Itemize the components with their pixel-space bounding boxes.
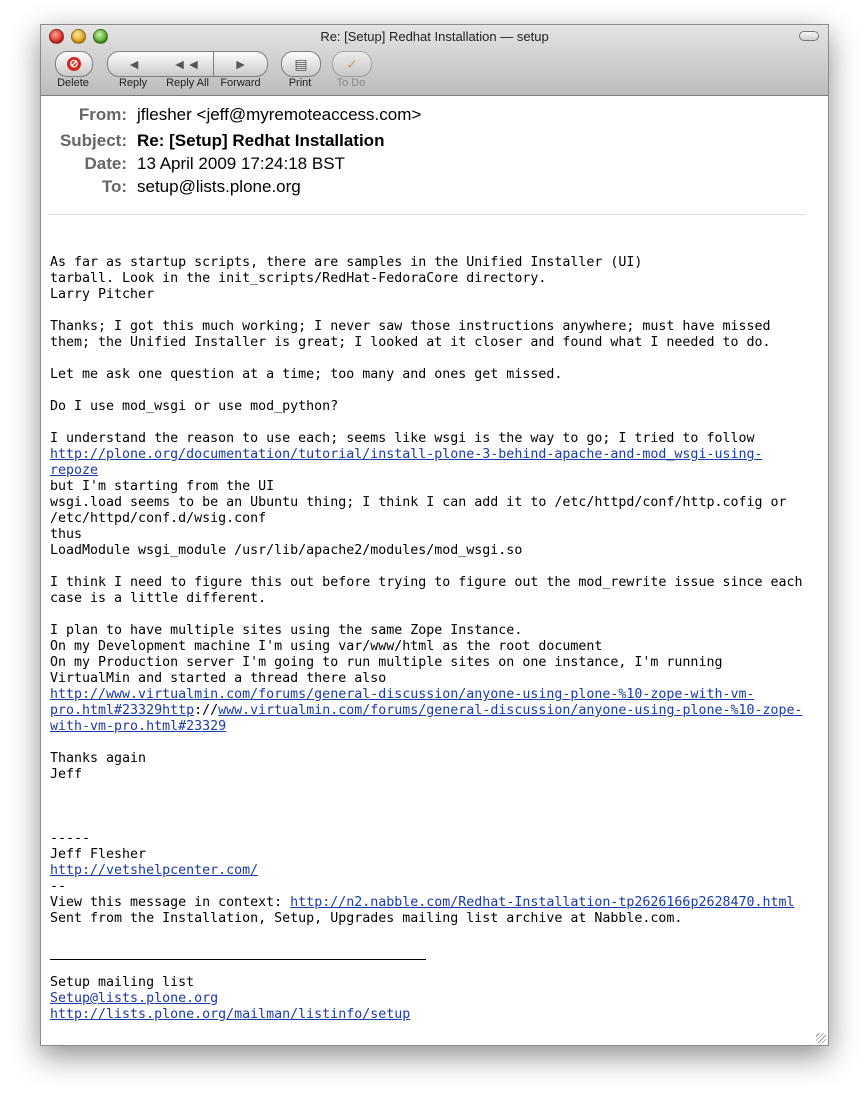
- body-line: Jeff Flesher: [50, 847, 147, 862]
- from-value-row: [41, 105, 741, 127]
- body-line: VirtualMin and started a thread there also: [50, 671, 387, 686]
- print-label: Print: [288, 77, 312, 89]
- body-line: -----: [50, 831, 91, 846]
- link-line: [50, 447, 818, 463]
- blank-line: [50, 351, 818, 367]
- link-line: [50, 719, 818, 735]
- signature-rule: [50, 959, 426, 960]
- date-value: 13 April 2009 17:24:18 BST: [137, 154, 345, 173]
- link-line: [50, 1007, 818, 1023]
- reply-button[interactable]: [107, 51, 161, 77]
- checkmark-icon: ✓: [346, 55, 358, 72]
- subject-label: Subject:: [59, 131, 127, 150]
- blank-line: [50, 303, 818, 319]
- body-line: /etc/httpd/conf.d/wsig.conf: [50, 511, 267, 526]
- body-line: I plan to have multiple sites using the same Zope Instance.: [50, 623, 523, 638]
- virtualmin-link-2[interactable]: www.virtualmin.com/forums/general-discussion/anyone-using-plone-%10-zope-: [218, 703, 803, 718]
- from-label: From:: [78, 105, 127, 124]
- body-line: I understand the reason to use each; seems like wsgi is the way to go; I tried to follow: [50, 431, 755, 446]
- blank-line: [50, 799, 818, 815]
- reply-all-button[interactable]: [160, 51, 214, 77]
- nabble-context-link[interactable]: http://n2.nabble.com/Redhat-Installation-tp2626166p2628470.html: [290, 895, 795, 910]
- forward-arrow-icon: ►: [233, 56, 248, 72]
- body-line: Thanks again: [50, 751, 147, 766]
- forward-button[interactable]: [214, 51, 268, 77]
- date-value-row: [41, 154, 741, 176]
- subject-value-row: [41, 131, 741, 153]
- subject-value: Re: [Setup] Redhat Installation: [137, 131, 385, 150]
- mail-window: [40, 24, 829, 1046]
- delete-label: Delete: [57, 77, 89, 89]
- todo-button[interactable]: [332, 51, 372, 77]
- body-line: --: [50, 879, 67, 894]
- body-line: Setup mailing list: [50, 975, 195, 990]
- date-label: Date:: [84, 154, 127, 173]
- blank-line: [50, 415, 818, 431]
- to-value-row: [41, 177, 741, 199]
- printer-icon: ▤: [294, 55, 308, 72]
- header-divider: [49, 214, 806, 215]
- blank-line: [50, 927, 818, 943]
- body-line: Jeff: [50, 767, 83, 782]
- delete-icon: ⊘: [67, 57, 81, 71]
- blank-line: [50, 943, 818, 959]
- link-line: [50, 703, 818, 719]
- body-line: Let me ask one question at a time; too many and ones get missed.: [50, 367, 563, 382]
- to-label: To:: [101, 177, 127, 196]
- todo-label: To Do: [336, 77, 366, 89]
- forward-label: Forward: [220, 77, 261, 89]
- delete-button[interactable]: [55, 51, 93, 77]
- blank-line: [50, 783, 818, 799]
- body-line: Larry Pitcher: [50, 287, 155, 302]
- virtualmin-link-2-cont[interactable]: with-vm-pro.html#23329: [50, 719, 227, 734]
- blank-line: [50, 383, 818, 399]
- message-body: [50, 255, 818, 1023]
- body-line: tarball. Look in the init_scripts/RedHat-FedoraCore directory.: [50, 271, 547, 286]
- body-line: As far as startup scripts, there are samples in the Unified Installer (UI): [50, 255, 643, 270]
- context-label: View this message in context:: [50, 895, 291, 910]
- virtualmin-link[interactable]: http://www.virtualmin.com/forums/general-discussion/anyone-using-plone-%10-zope-with-vm-: [50, 687, 755, 702]
- body-line: Sent from the Installation, Setup, Upgrades mailing list archive at Nabble.com.: [50, 911, 683, 926]
- reply-label: Reply: [118, 77, 148, 89]
- link-line: [50, 463, 818, 479]
- resize-grip-icon[interactable]: [816, 1033, 826, 1043]
- from-value[interactable]: jflesher <jeff@myremoteaccess.com>: [137, 105, 422, 124]
- body-line: LoadModule wsgi_module /usr/lib/apache2/modules/mod_wsgi.so: [50, 543, 523, 558]
- body-line: case is a little different.: [50, 591, 267, 606]
- blank-line: [50, 959, 818, 975]
- link-line: [50, 687, 818, 703]
- reply-arrow-icon: ◄: [127, 56, 141, 72]
- blank-line: [50, 607, 818, 623]
- link-line: [50, 863, 818, 879]
- blank-line: [50, 559, 818, 575]
- link-line: [50, 895, 818, 911]
- blank-line: [50, 735, 818, 751]
- body-line: but I'm starting from the UI: [50, 479, 275, 494]
- toolbar-toggle-button[interactable]: [799, 31, 819, 41]
- plone-tutorial-link[interactable]: http://plone.org/documentation/tutorial/install-plone-3-behind-apache-and-mod_wsgi-using-: [50, 447, 763, 462]
- link-separator: ://: [194, 703, 219, 718]
- print-button[interactable]: [281, 51, 321, 77]
- body-line: I think I need to figure this out before trying to figure out the mod_rewrite issue since each: [50, 575, 803, 590]
- body-line: On my Production server I'm going to run multiple sites on one instance, I'm running: [50, 655, 723, 670]
- window-title: Re: [Setup] Redhat Installation — setup: [320, 29, 549, 44]
- toolbar: [41, 25, 828, 96]
- body-line: On my Development machine I'm using var/www/html as the root document: [50, 639, 603, 654]
- body-line: wsgi.load seems to be an Ubuntu thing; I think I can add it to /etc/httpd/conf/http.cofig or: [50, 495, 787, 510]
- body-line: Do I use mod_wsgi or use mod_python?: [50, 399, 339, 414]
- body-line: thus: [50, 527, 83, 542]
- virtualmin-link-cont[interactable]: pro.html#23329http: [50, 703, 195, 718]
- link-line: [50, 991, 818, 1007]
- body-line: them; the Unified Installer is great; I looked at it closer and found what I needed to do.: [50, 335, 771, 350]
- plone-tutorial-link-cont[interactable]: repoze: [50, 463, 99, 478]
- to-value[interactable]: setup@lists.plone.org: [137, 177, 301, 196]
- mailing-list-info-link[interactable]: http://lists.plone.org/mailman/listinfo/setup: [50, 1007, 411, 1022]
- reply-all-arrow-icon: ◄◄: [172, 56, 201, 72]
- mailing-list-email-link[interactable]: Setup@lists.plone.org: [50, 991, 219, 1006]
- reply-all-label: Reply All: [166, 77, 209, 89]
- vetshelpcenter-link[interactable]: http://vetshelpcenter.com/: [50, 863, 259, 878]
- blank-line: [50, 815, 818, 831]
- body-line: Thanks; I got this much working; I never saw those instructions anywhere; must have missed: [50, 319, 771, 334]
